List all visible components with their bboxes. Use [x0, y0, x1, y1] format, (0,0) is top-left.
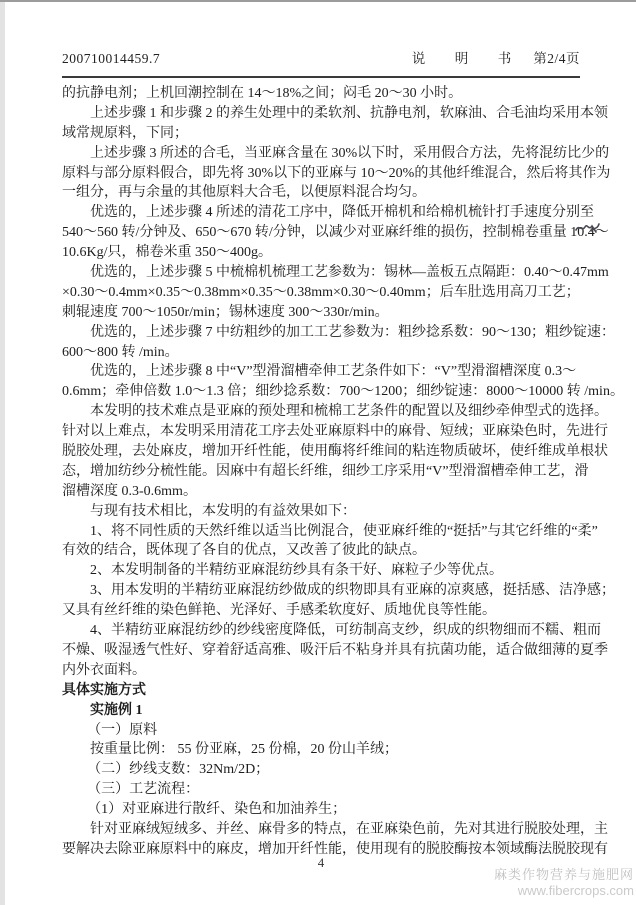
text-line: 内外衣面料。 — [62, 662, 146, 678]
text-line: 与现有技术相比，本发明的有益效果如下： — [90, 503, 356, 519]
scan-edge-top — [0, 0, 636, 2]
section-heading-line: 具体实施方式 — [62, 682, 146, 698]
text-line: 优选的，上述步骤 4 所述的清花工序中，降低开棉机和给棉机梳针打手速度分别至 — [90, 205, 594, 221]
text-line: 上述步骤 1 和步骤 2 的养生处理中的柔软剂、抗静电剂，软麻油、合毛油均采用本领 — [90, 105, 608, 121]
text-line: 要解决去除亚麻原料中的麻皮，增加开纤性能，使用现有的脱胶酶按本领域酶法脱胶现有 — [62, 841, 608, 857]
section-heading-line: 实施例 1 — [90, 702, 143, 718]
text-line: 优选的，上述步骤 8 中“V”型滑溜槽牵伸工艺条件如下：“V”型滑溜槽深度 0.3～ — [90, 364, 577, 380]
text-line: 一组分，再与余量的其他原料大合毛，以便原料混合均匀。 — [62, 185, 426, 201]
text-line: 优选的，上述步骤 5 中梳棉机梳理工艺参数为：锡林—盖板五点隔距：0.40～0.47mm — [90, 265, 609, 281]
header-title-group — [412, 47, 580, 67]
header-divider — [62, 76, 580, 78]
text-line: 0.6mm；牵伸倍数 1.0～1.3 倍；细纱捻系数：700～1200；细纱锭速：8000～10000 转 /min。 — [62, 384, 624, 400]
page-header — [62, 47, 580, 67]
text-line: 又具有丝纤维的染色鲜艳、光泽好、手感柔软度好、质地优良等性能。 — [62, 603, 496, 619]
text-line: 针对以上难点，本发明采用清花工序去处亚麻原料中的麻骨、短绒；亚麻染色时，先进行 — [62, 424, 608, 440]
text-line: 3、用本发明的半精纺亚麻混纺纱做成的织物即具有亚麻的凉爽感，挺括感、洁净感； — [90, 583, 615, 599]
text-line: 有效的结合，既体现了各自的优点，又改善了彼此的缺点。 — [62, 543, 426, 559]
text-line: 优选的，上述步骤 7 中纺粗纱的加工工艺参数为：粗纱捻系数：90～130；粗纱锭速： — [90, 324, 615, 340]
scan-edge-left — [0, 0, 5, 905]
text-line: 1、将不同性质的天然纤维以适当比例混合，使亚麻纤维的“挺括”与其它纤维的“柔” — [90, 523, 598, 539]
watermark — [494, 867, 634, 899]
text-line: 溜槽深度 0.3-0.6mm。 — [62, 483, 197, 499]
text-line: 脱胶处理，去处麻皮，增加开纤性能，使用酶将纤维间的粘连物质破坏，使纤维成单根状 — [62, 444, 608, 460]
text-line: 本发明的技术难点是亚麻的预处理和梳棉工艺条件的配置以及细纱牵伸型式的选择。 — [90, 404, 608, 420]
text-line: （1）对亚麻进行散纤、染色和加油养生； — [87, 802, 347, 818]
text-line: （一）原料 — [87, 722, 158, 738]
text-line: 按重量比例： 55 份亚麻，25 份棉，20 份山羊绒； — [90, 742, 398, 758]
text-line: 域常规原料，下同； — [62, 125, 188, 141]
watermark-url: www.fibercrops.com — [517, 883, 634, 898]
document-body — [62, 84, 624, 860]
text-line: （二）纱线支数：32Nm/2D； — [87, 762, 270, 778]
document-title: 说 明 书 — [411, 51, 520, 66]
watermark-site-name: 麻类作物营养与施肥网 — [493, 867, 634, 882]
text-line: 刺辊速度 700～1050r/min；锡林速度 300～330r/min。 — [62, 304, 389, 320]
text-line: 540～560 转/分钟及、650～670 转/分钟，以减少对亚麻纤维的损伤，控制棉卷重量 10.4～ — [62, 225, 609, 241]
text-line: 上述步骤 3 所述的合毛，当亚麻含量在 30%以下时，采用假合方法，先将混纺比少的 — [90, 145, 610, 161]
text-line: 不燥、吸湿透气性好、穿着舒适高雅、吸汗后不粘身并具有抗菌功能，适合做细薄的夏季 — [62, 642, 608, 658]
text-line: 600～800 转 /min。 — [62, 344, 179, 360]
handwritten-mark — [575, 219, 601, 237]
text-line: 态，增加纺纱分梳性能。因麻中有超长纤维，细纱工序采用“V”型滑溜槽牵伸工艺，滑 — [62, 463, 589, 479]
page-label: 第2/4页 — [533, 51, 580, 66]
text-line: （三）工艺流程： — [87, 782, 200, 798]
text-line: 10.6Kg/只，棉卷米重 350～400g。 — [62, 245, 272, 261]
text-line: 4、半精纺亚麻混纺纱的纱线密度降低，可纺制高支纱，织成的织物细而不糯、粗而 — [90, 623, 601, 639]
page-number: 4 — [317, 855, 325, 870]
application-number: 200710014459.7 — [62, 51, 161, 66]
text-line: ×0.30～0.4mm×0.35～0.38mm×0.35～0.38mm×0.30～0.40mm；后车肚选用高刀工艺； — [62, 284, 580, 300]
text-line: 原料与部分原料假合，即先将 30%以下的亚麻与 10～20%的其他纤维混合，然后将其作为 — [62, 165, 611, 181]
text-line: 的抗静电剂；上机回潮控制在 14～18%之间；闷毛 20～30 小时。 — [62, 86, 463, 101]
text-line: 针对亚麻绒短绒多、并丝、麻骨多的特点，在亚麻染色前，先对其进行脱胶处理，主 — [90, 821, 608, 837]
text-line: 2、本发明制备的半精纺亚麻混纺纱具有条干好、麻粒子少等优点。 — [90, 563, 503, 579]
